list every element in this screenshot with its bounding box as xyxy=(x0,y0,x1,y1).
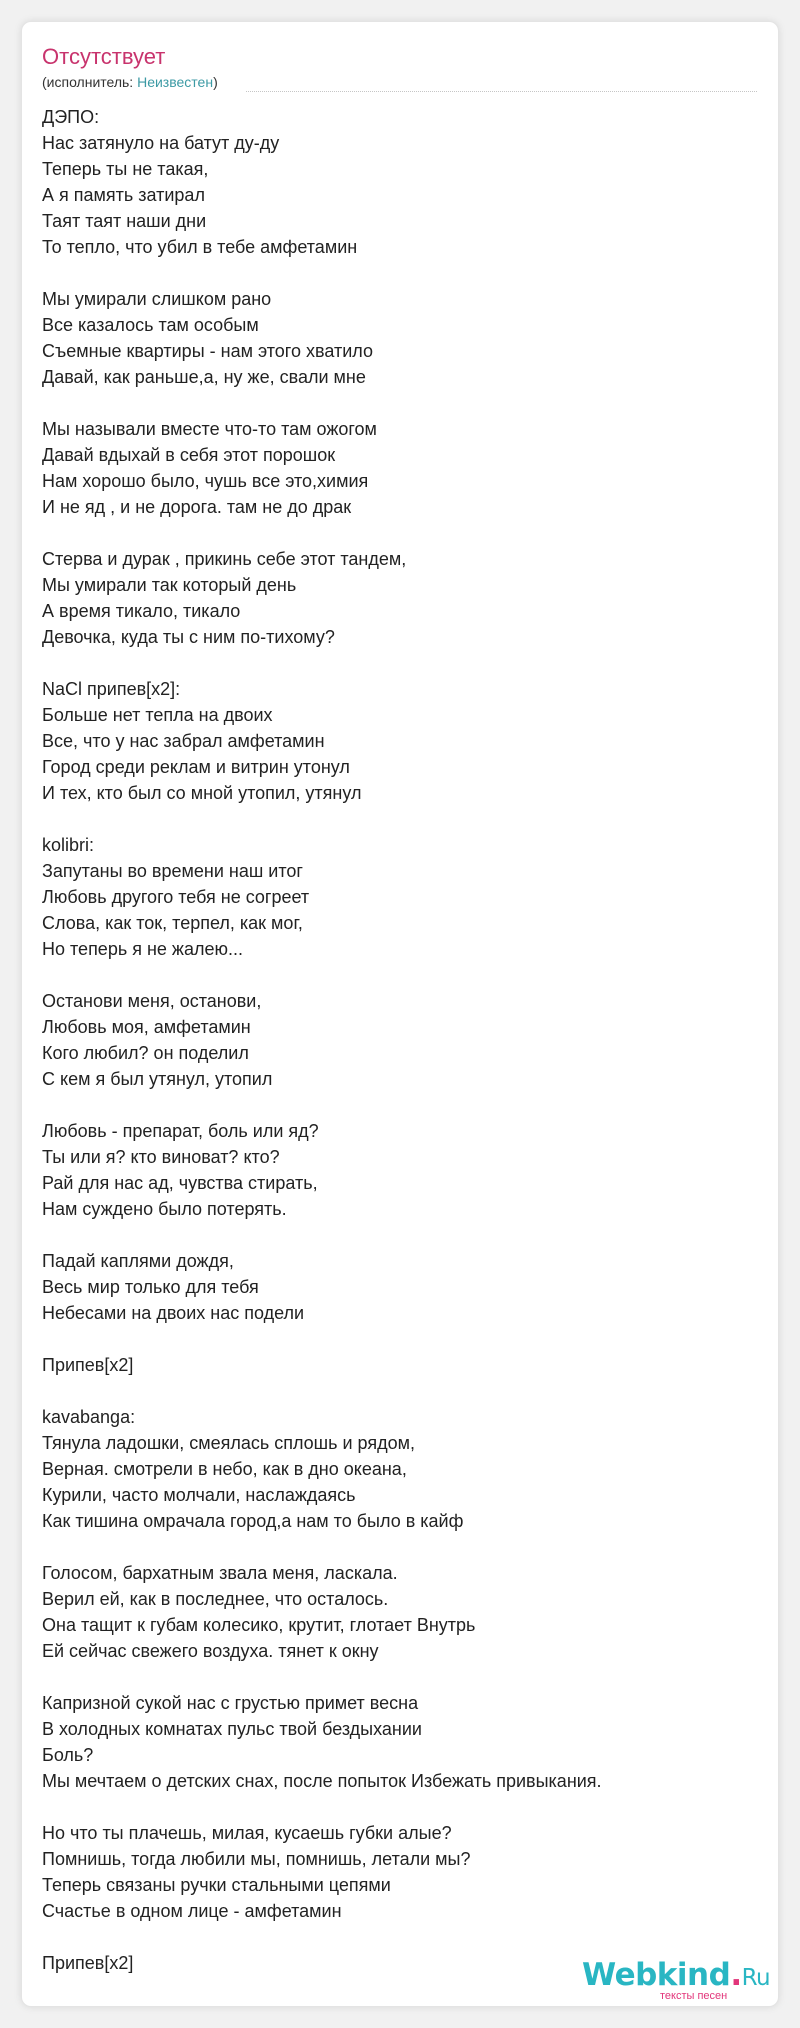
lyric-line: kolibri: xyxy=(42,835,95,855)
lyric-line: Весь мир только для тебя xyxy=(42,1277,259,1297)
lyric-line: Девочка, куда ты с ним по-тихому? xyxy=(42,627,335,647)
lyric-line: Останови меня, останови, xyxy=(42,991,262,1011)
lyric-blank-line xyxy=(42,650,762,676)
lyric-line: Припев[x2] xyxy=(42,1355,134,1375)
lyrics-body xyxy=(42,104,762,1976)
lyric-line: Курили, часто молчали, наслаждаясь xyxy=(42,1485,356,1505)
lyric-line: kavabanga: xyxy=(42,1407,136,1427)
lyric-line: Как тишина омрачала город,а нам то было в кайф xyxy=(42,1511,464,1531)
lyric-line: Больше нет тепла на двоих xyxy=(42,705,273,725)
lyric-line: Запутаны во времени наш итог xyxy=(42,861,303,881)
title-separator xyxy=(246,91,757,92)
lyric-blank-line xyxy=(42,1924,762,1950)
lyric-line: Нам суждено было потерять. xyxy=(42,1199,287,1219)
lyric-line: Слова, как ток, терпел, как мог, xyxy=(42,913,303,933)
lyric-line: Тянула ладошки, смеялась сплошь и рядом, xyxy=(42,1433,415,1453)
lyric-line: ДЭПО: xyxy=(42,107,100,127)
logo-tagline: тексты песен xyxy=(660,1990,728,2002)
lyric-line: И не яд , и не дорога. там не до драк xyxy=(42,497,352,517)
lyric-line: Но что ты плачешь, милая, кусаешь губки алые? xyxy=(42,1823,452,1843)
artist-line xyxy=(42,73,218,91)
lyric-line: Боль? xyxy=(42,1745,94,1765)
lyric-blank-line xyxy=(42,260,762,286)
lyric-line: Она тащит к губам колесико, крутит, глотает Внутрь xyxy=(42,1615,476,1635)
song-title: Отсутствует xyxy=(42,44,166,69)
lyric-line: Нам хорошо было, чушь все это,химия xyxy=(42,471,369,491)
lyric-line: Капризной сукой нас с грустью примет весна xyxy=(42,1693,419,1713)
lyric-blank-line xyxy=(42,1664,762,1690)
logo-tld: Ru xyxy=(741,1965,771,1991)
lyric-line: Съемные квартиры - нам этого хватило xyxy=(42,341,373,361)
lyric-line: Любовь - препарат, боль или яд? xyxy=(42,1121,319,1141)
lyric-line: Любовь другого тебя не согреет xyxy=(42,887,310,907)
lyric-blank-line xyxy=(42,520,762,546)
lyric-line: Стерва и дурак , прикинь себе этот тандем, xyxy=(42,549,407,569)
lyric-line: Мы мечтаем о детских снах, после попыток Избежать привыкания. xyxy=(42,1771,602,1791)
lyric-blank-line xyxy=(42,1222,762,1248)
lyric-line: Город среди реклам и витрин утонул xyxy=(42,757,350,777)
lyric-blank-line xyxy=(42,1326,762,1352)
lyric-line: Нас затянуло на батут ду-ду xyxy=(42,133,280,153)
lyric-line: Ты или я? кто виноват? кто? xyxy=(42,1147,280,1167)
lyric-blank-line xyxy=(42,1794,762,1820)
lyric-line: Теперь связаны ручки стальными цепями xyxy=(42,1875,391,1895)
lyric-line: Давай, как раньше,а, ну же, свали мне xyxy=(42,367,366,387)
lyric-line: Верная. смотрели в небо, как в дно океана, xyxy=(42,1459,407,1479)
lyric-line: Ей сейчас свежего воздуха. тянет к окну xyxy=(42,1641,379,1661)
lyric-line: Кого любил? он поделил xyxy=(42,1043,249,1063)
lyric-line: С кем я был утянул, утопил xyxy=(42,1069,273,1089)
lyric-line: В холодных комнатах пульс твой бездыхании xyxy=(42,1719,422,1739)
lyric-line: А я память затирал xyxy=(42,185,205,205)
lyric-line: Небесами на двоих нас подели xyxy=(42,1303,305,1323)
lyric-blank-line xyxy=(42,1534,762,1560)
lyric-line: То тепло, что убил в тебе амфетамин xyxy=(42,237,358,257)
artist-prefix: (исполнитель: xyxy=(42,74,138,90)
lyric-line: Любовь моя, амфетамин xyxy=(42,1017,251,1037)
lyric-line: И тех, кто был со мной утопил, утянул xyxy=(42,783,362,803)
lyric-line: Мы умирали так который день xyxy=(42,575,297,595)
lyric-line: Таят таят наши дни xyxy=(42,211,207,231)
lyric-line: Счастье в одном лице - амфетамин xyxy=(42,1901,342,1921)
lyric-line: Голосом, бархатным звала меня, ласкала. xyxy=(42,1563,398,1583)
artist-link[interactable]: Неизвестен xyxy=(137,74,214,90)
lyric-line: Падай каплями дождя, xyxy=(42,1251,234,1271)
logo-dot: . xyxy=(730,1957,742,1993)
logo-name: Webkind xyxy=(582,1957,731,1993)
lyric-blank-line xyxy=(42,1378,762,1404)
lyric-line: NaCl припев[x2]: xyxy=(42,679,181,699)
lyric-blank-line xyxy=(42,1092,762,1118)
lyric-line: Все, что у нас забрал амфетамин xyxy=(42,731,325,751)
lyric-line: Давай вдыхай в себя этот порошок xyxy=(42,445,336,465)
lyric-line: Припев[x2] xyxy=(42,1953,134,1973)
lyric-line: Помнишь, тогда любили мы, помнишь, летали мы? xyxy=(42,1849,471,1869)
artist-suffix: ) xyxy=(213,74,218,90)
lyric-line: Рай для нас ад, чувства стирать, xyxy=(42,1173,318,1193)
lyric-blank-line xyxy=(42,806,762,832)
lyric-line: Все казалось там особым xyxy=(42,315,259,335)
lyric-line: Мы умирали слишком рано xyxy=(42,289,272,309)
lyric-line: Верил ей, как в последнее, что осталось. xyxy=(42,1589,389,1609)
lyric-blank-line xyxy=(42,390,762,416)
lyric-line: Но теперь я не жалею... xyxy=(42,939,243,959)
site-logo[interactable] xyxy=(582,1958,774,2008)
lyric-line: А время тикало, тикало xyxy=(42,601,241,621)
lyric-line: Мы называли вместе что-то там ожогом xyxy=(42,419,377,439)
lyric-blank-line xyxy=(42,962,762,988)
lyric-line: Теперь ты не такая, xyxy=(42,159,209,179)
